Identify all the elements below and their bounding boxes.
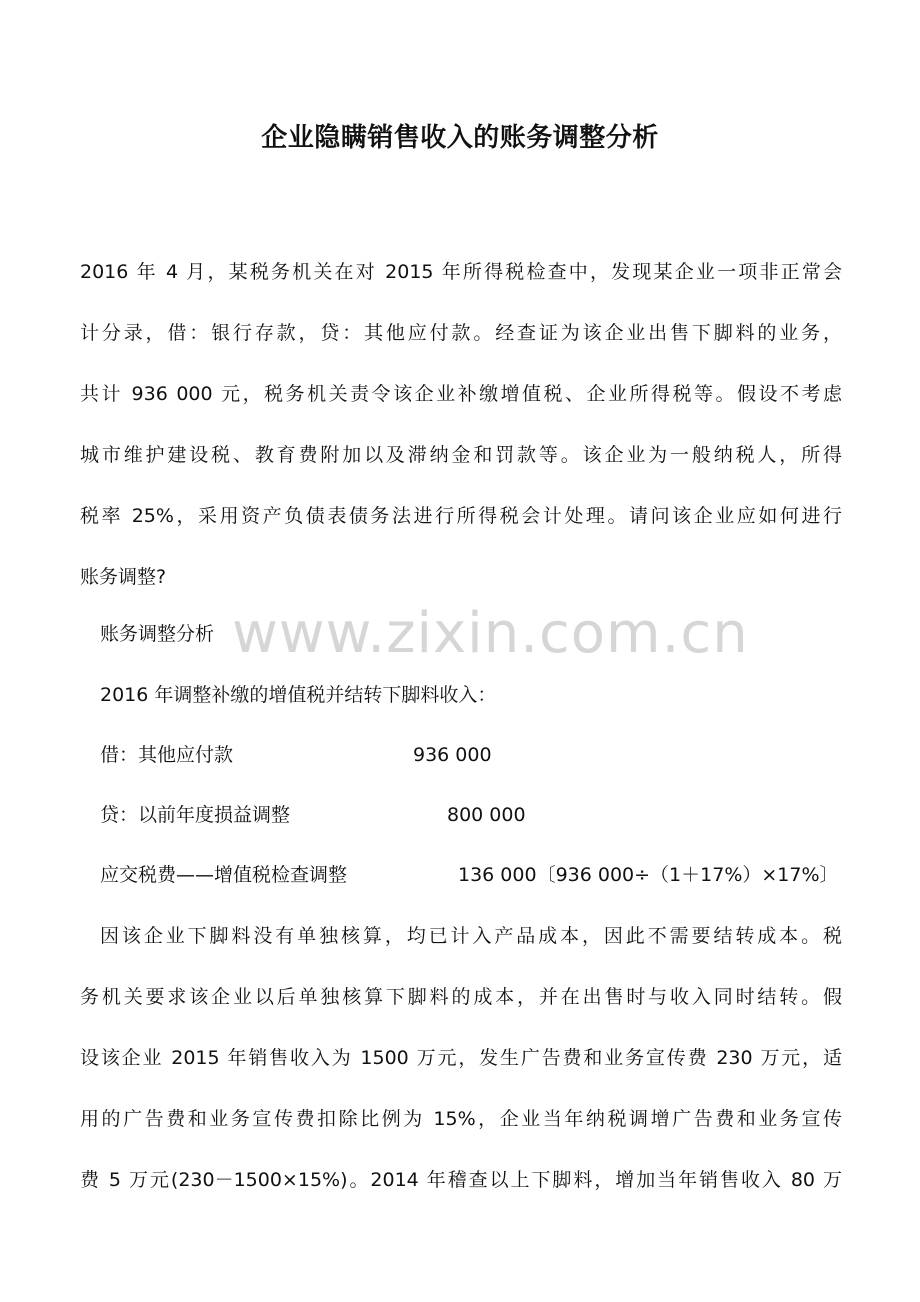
document-title: 企业隐瞒销售收入的账务调整分析 xyxy=(261,123,659,153)
intro-line-4: 城市维护建设税、教育费附加以及滞纳金和罚款等。该企业为一般纳税人，所得 xyxy=(80,444,842,466)
entry-tax-amount: 136 000〔936 000÷（1＋17%）×17%〕 xyxy=(458,864,839,886)
watermark: www.zixin.com.cn xyxy=(232,601,749,666)
body-line-5: 费 5 万元(230－1500×15%)。2014 年稽查以上下脚料，增加当年销售收入 80 万 xyxy=(80,1169,842,1191)
intro-line-6: 账务调整? xyxy=(80,566,167,588)
intro-line-2: 计分录，借：银行存款，贷：其他应付款。经查证为该企业出售下脚料的业务， xyxy=(80,322,842,344)
entry-heading: 2016 年调整补缴的增值税并结转下脚料收入： xyxy=(100,684,497,706)
section-heading: 账务调整分析 xyxy=(100,623,215,645)
entry-credit-label: 贷：以前年度损益调整 xyxy=(100,804,291,826)
intro-line-1: 2016 年 4 月，某税务机关在对 2015 年所得税检查中，发现某企业一项非正常会 xyxy=(80,261,842,283)
body-line-1: 因该企业下脚料没有单独核算，均已计入产品成本，因此不需要结转成本。税 xyxy=(100,925,842,947)
intro-line-5: 税率 25%，采用资产负债表债务法进行所得税会计处理。请问该企业应如何进行 xyxy=(80,505,842,527)
body-line-3: 设该企业 2015 年销售收入为 1500 万元，发生广告费和业务宣传费 230 万元，适 xyxy=(80,1047,842,1069)
entry-debit-label: 借：其他应付款 xyxy=(100,744,234,766)
entry-debit-amount: 936 000 xyxy=(413,744,492,766)
body-line-2: 务机关要求该企业以后单独核算下脚料的成本，并在出售时与收入同时结转。假 xyxy=(80,986,842,1008)
entry-tax-label: 应交税费——增值税检查调整 xyxy=(100,864,348,886)
entry-credit-amount: 800 000 xyxy=(447,804,526,826)
intro-line-3: 共计 936 000 元，税务机关责令该企业补缴增值税、企业所得税等。假设不考虑 xyxy=(80,383,842,405)
body-line-4: 用的广告费和业务宣传费扣除比例为 15%，企业当年纳税调增广告费和业务宣传 xyxy=(80,1108,842,1130)
